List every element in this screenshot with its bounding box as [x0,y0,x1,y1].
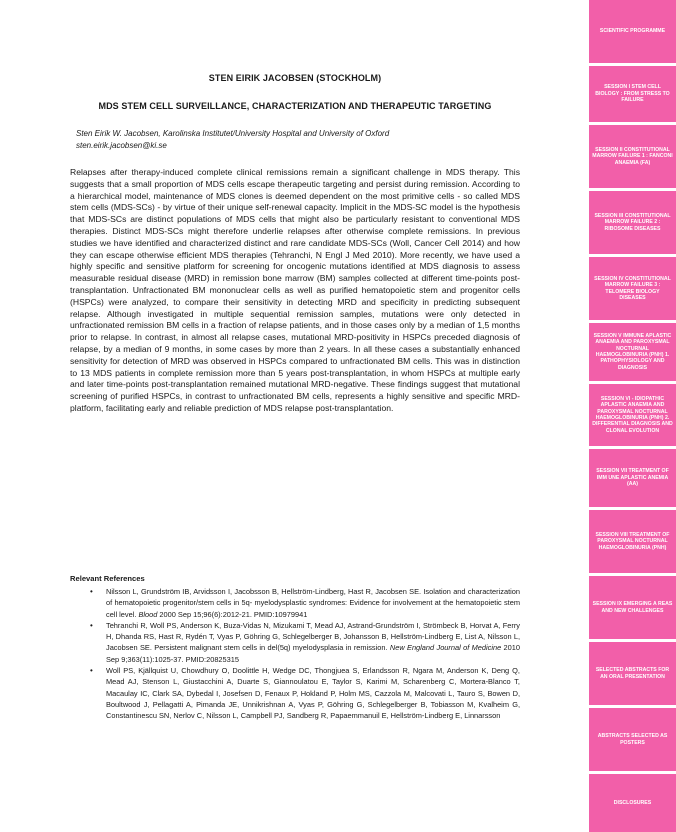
author-email: sten.eirik.jacobsen@ki.se [76,141,167,150]
sidebar-item-selected-abstracts[interactable]: SELECTED ABSTRACTS FOR AN ORAL PRESENTATION [589,642,676,705]
sidebar-item-session-1[interactable]: SESSION I STEM CELL BIOLOGY : FROM STRESS TO FAILURE [589,66,676,122]
sidebar-item-scientific-programme[interactable]: SCIENTIFIC PROGRAMME [589,0,676,63]
talk-title: MDS STEM CELL SURVEILLANCE, CHARACTERIZATION AND THERAPEUTIC TARGETING [98,101,492,111]
speaker-title: STEN EIRIK JACOBSEN (STOCKHOLM) [208,73,382,83]
sidebar-item-posters[interactable]: ABSTRACTS SELECTED AS POSTERS [589,708,676,771]
sidebar-item-session-5[interactable]: SESSION V IMMUNE APLASTIC ANAEMIA AND PAROXYSMAL NOCTURNAL HAEMOGLOBINURIA (PNH) 1. PATHOPHYSIOLOGY AND DIAGNOSIS [589,323,676,381]
references-list [70,586,520,722]
sidebar-item-session-2[interactable]: SESSION II CONSTITUTIONAL MARROW FAILURE 1 : FANCONI ANAEMIA (FA) [589,125,676,188]
abstract-text: Relapses after therapy-induced complete clinical remissions remain a significant challenge in MDS therapy. This suggests that a small proportion of MDS cells escape therapeutic targeting and persist during remission. According to a hierarchical model, maintenance of MDS clones is deemed dependent on the most primitive cells - so called MDS stem cells (MDS-SCs) - by virtue of their unique self-renewal capacity. Implicit in the MDS-SC model is the hypothesis that MDS-SCs are distinct populations of MDS cells that might also be particularly resistant to conventional MDS therapies. Distinct MDS-SCs might therefore underlie relapses after otherwise complete remissions. In previous studies we have identified and characterized distinct and rare candidate MDS-SCs (Woll, Cancer Cell 2014) and how they can escape otherwise efficient MDS therapies (Tehranchi, N Engl J Med 2010). More recently, we have used a highly specific and sensitive platform for screening for oncogenic mutations identified at MDS diagnosis to assess measurable residual disease (MRD) in remission bone marrow (BM) samples collected at different time-points post-transplantation. Unfractionated BM mononuclear cells as well as purified hematopoietic stem and progenitor cells (HSPCs) were analyzed, to compare their sensitivity in detecting MRD and specificity in predicting subsequent relapse. Although investigated in multiple sequential remission samples, mutations were only detected in unfractionated remission BM cells in a fraction of relapse patients, and in those cases only by a median of 1,5 months prior to relapse. In contrast, in almost all relapse cases, mutational MRD-positivity in HSPCs preceded diagnosis of relapse, by a median of 9 months, in some cases by more than 2 years. In all these cases a substantially enhanced sensitivity for detection of MRD was observed in HSPCs compared to unfractionated BM cells. This was in distinction to 13 MDS patients in complete remission more than 5 years post-transplantation, in whom HSPCs at multiple early and later time-points post-transplantation remained mutational MRD-negative. These findings suggest that mutational screening of purified HSPCs, in contrast to unfractionated BM cells, represents a highly sensitive and specific MRD-platform, facilitating early and reliable prediction of MDS relapse post-transplantation. [70,167,520,413]
author-block [76,128,516,152]
sidebar-item-session-9[interactable]: SESSION IX EMERGING A REAS AND NEW CHALLENGES [589,576,676,639]
sidebar-item-session-3[interactable]: SESSION III CONSTITUTIONAL MARROW FAILURE 2 : RIBOSOME DISEASES [589,191,676,254]
references-heading: Relevant References [70,574,145,583]
reference-journal: Blood [138,609,158,619]
sidebar-item-session-6[interactable]: SESSION VI - IDIOPATHIC APLASTIC ANAEMIA AND PAROXYSMAL NOCTURNAL HAEMOGLOBINURIA (PNH) 2. DIFFERENTIAL DIAGNOSIS AND CLONAL EVOLUTION [589,384,676,446]
document-page [70,0,520,832]
sidebar-item-session-7[interactable]: SESSION VII TREATMENT OF IMM UNE APLASTIC ANEMIA (AA) [589,449,676,507]
sidebar-item-session-8[interactable]: SESSION VIII TREATMENT OF PAROXYSMAL NOCTURNAL HAEMOGLOBINURIA (PNH) [589,510,676,573]
session-sidebar [589,0,676,832]
reference-item: • Woll PS, Kjällquist U, Chowdhury O, Doolittle H, Wedge DC, Thongjuea S, Erlandsson R, Ngara M, Anderson K, Deng Q, Mead AJ, Stenson L, Giustacchini A, Duarte S, Giannoulatou E, Taylor S, Karimi M, Scharenberg C, Mortera-Blanco T, Macaulay IC, Clark SA, Dybedal I, Josefsen D, Fenaux P, Hokland P, Holm MS, Cazzola M, Malcovati L, Tauro S, Bowen D, Boultwood J, Pellagatti A, Pimanda JE, Unnikrishnan A, Vyas P, Göhring G, Schlegelberger B, Tobiasson M, Kvalheim G, Constantinescu SN, Nerlov C, Nilsson L, Campbell PJ, Sandberg R, Papaemmanuil E, Hellström-Lindberg E, Linnarsson [70,665,520,721]
sidebar-item-session-4[interactable]: SESSION IV CONSTITUTIONAL MARROW FAILURE 3 : TELOMERE BIOLOGY DISEASES [589,257,676,320]
reference-item: • Nilsson L, Grundström IB, Arvidsson I, Jacobsson B, Hellström-Lindberg, Hast R, Jacobsen SE. Isolation and characterization of hematopoietic progenitor/stem cells in 5q- myelodysplastic syndromes: Evidence for involvement at the hematopoietic stem cell level. Blood 2000 Sep 15;96(6):2012-21. PMID:10979941 [70,586,520,620]
reference-journal: New England Journal of Medicine [389,643,502,653]
reference-item: • Tehranchi R, Woll PS, Anderson K, Buza-Vidas N, Mizukami T, Mead AJ, Astrand-Grundström I, Strömbeck B, Horvat A, Ferry H, Dhanda RS, Hast R, Rydén T, Vyas P, Göhring G, Schlegelberger B, Johansson B, Hellström-Lindberg E, List A, Nilsson L, Jacobsen SE. Persistent malignant stem cells in del(5q) myelodysplasia in remission. New England Journal of Medicine 2010 Sep 9;363(11):1025-37. PMID:20825315 [70,620,520,665]
sidebar-item-disclosures[interactable]: DISCLOSURES [589,774,676,832]
author-line: Sten Eirik W. Jacobsen, Karolinska Institutet/University Hospital and University of Oxford [76,129,390,138]
